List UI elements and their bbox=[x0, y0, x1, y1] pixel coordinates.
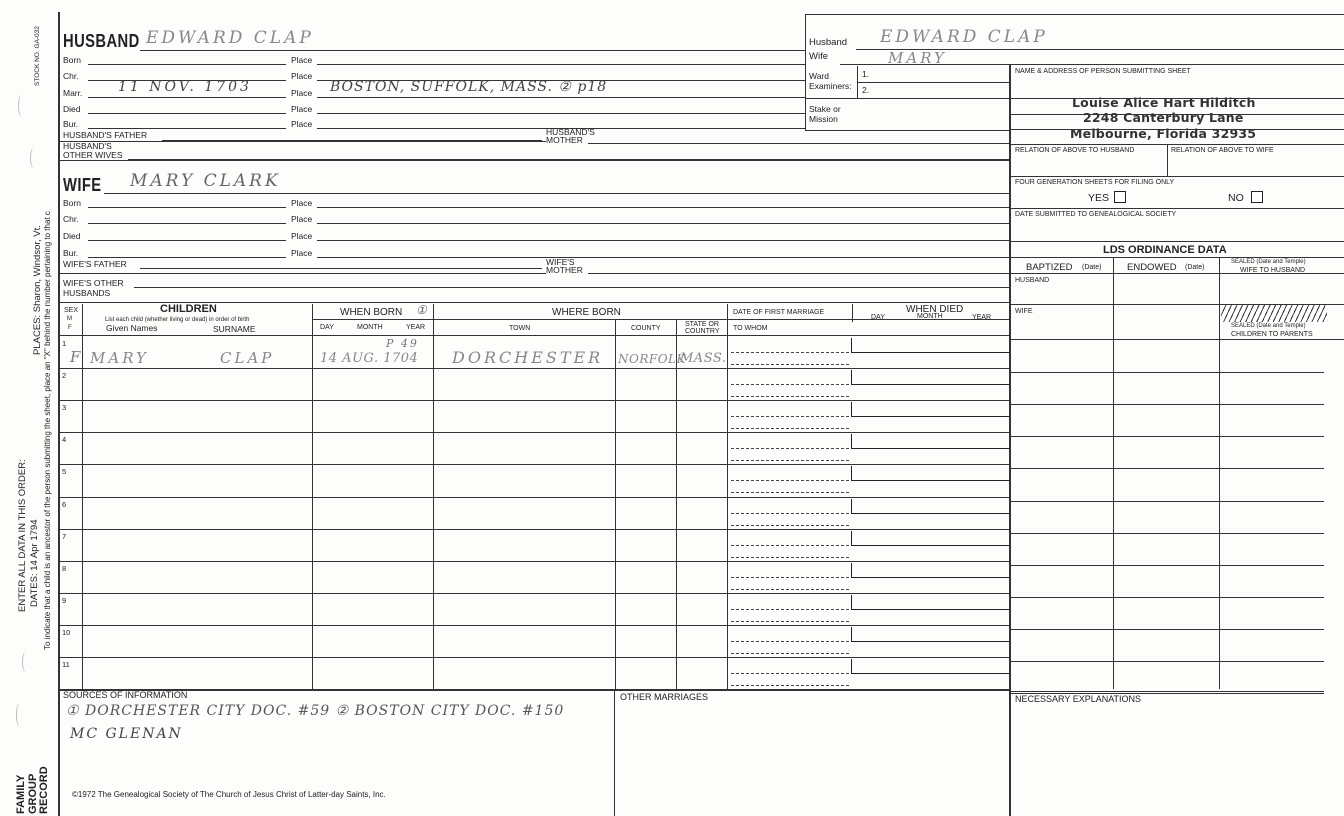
husband-marr-place-label: Place bbox=[291, 88, 313, 98]
lds-sealed-children-label-2: CHILDREN TO PARENTS bbox=[1231, 331, 1313, 338]
hdr-born-month: MONTH bbox=[357, 324, 383, 331]
hdr-state-1: STATE OR bbox=[685, 321, 719, 328]
child-spouse-line bbox=[731, 653, 849, 654]
wife-died-place-line bbox=[317, 240, 1009, 241]
husband-father-rule bbox=[60, 141, 546, 142]
lds-row-line bbox=[1011, 436, 1324, 437]
husband-name-line bbox=[140, 50, 805, 51]
wife-bur-place-label: Place bbox=[291, 248, 313, 258]
husband-other-wives-label-1: HUSBAND'S bbox=[63, 141, 112, 151]
lds-baptized-date-label: (Date) bbox=[1082, 264, 1102, 271]
rt-examiner-2: 2. bbox=[862, 85, 870, 95]
lds-row-line bbox=[1011, 404, 1324, 405]
sources-line-1: ① DORCHESTER CITY DOC. #59 ② BOSTON CITY DOC. #150 bbox=[66, 703, 565, 719]
husband-other-wives-label-2: OTHER WIVES bbox=[63, 150, 123, 160]
lds-wife-row-label: WIFE bbox=[1015, 308, 1033, 315]
husband-marr-label: Marr. bbox=[63, 88, 83, 98]
child-died-date-bracket bbox=[851, 659, 1010, 674]
enter-order-note: ENTER ALL DATA IN THIS ORDER: bbox=[17, 459, 28, 612]
wife-name-line bbox=[104, 193, 1009, 194]
child-marriage-date-line bbox=[731, 448, 849, 449]
child-row-line bbox=[60, 529, 1009, 530]
child-died-date-bracket bbox=[851, 595, 1010, 610]
child-row-line bbox=[60, 400, 1009, 401]
submitter-street-stamp: 2248 Canterbury Lane bbox=[1083, 110, 1244, 125]
child-died-date-bracket bbox=[851, 499, 1010, 514]
child-row-line bbox=[60, 497, 1009, 498]
husband-marr-date-value: 11 NOV. 1703 bbox=[118, 79, 252, 95]
child-row-number: 1 bbox=[62, 339, 67, 348]
rt-wife-name-value: MARY bbox=[888, 49, 947, 67]
lds-row-line bbox=[1011, 629, 1324, 630]
wife-father-label: WIFE'S FATHER bbox=[63, 259, 127, 269]
lds-row-line bbox=[1011, 565, 1324, 566]
punch-hole-mark bbox=[22, 652, 29, 672]
lds-endowed-label: ENDOWED bbox=[1127, 262, 1177, 273]
child-spouse-line bbox=[731, 589, 849, 590]
wife-born-place-line bbox=[317, 207, 1009, 208]
hdr-state-2: COUNTRY bbox=[685, 328, 720, 335]
hdr-when-born-rule bbox=[312, 319, 433, 320]
husband-born-date-line bbox=[88, 64, 286, 65]
lds-hatched-cell bbox=[1221, 305, 1327, 322]
child-1-surname-value: CLAP bbox=[220, 349, 275, 367]
husband-died-place-line bbox=[317, 113, 805, 114]
lds-endowed-date-label: (Date) bbox=[1185, 264, 1205, 271]
child-died-date-bracket bbox=[851, 627, 1010, 642]
child-marriage-date-line bbox=[731, 352, 849, 353]
husband-mother-label-2: MOTHER bbox=[546, 135, 583, 145]
child-row-line bbox=[60, 625, 1009, 626]
col-town-right bbox=[615, 319, 616, 689]
copyright-notice: ©1972 The Genealogical Society of The Church of Jesus Christ of Latter-day Saints, Inc. bbox=[72, 790, 386, 799]
child-died-date-bracket bbox=[851, 563, 1010, 578]
hdr-town: TOWN bbox=[509, 325, 531, 332]
lds-row-line bbox=[1011, 501, 1324, 502]
hdr-died-month: MONTH bbox=[917, 313, 943, 320]
wife-heading: WIFE bbox=[63, 175, 102, 195]
hdr-children: CHILDREN bbox=[160, 303, 217, 315]
necessary-explanations-label: NECESSARY EXPLANATIONS bbox=[1015, 694, 1142, 704]
rt-ward-label: Ward bbox=[809, 71, 829, 81]
wife-other-husbands-line bbox=[134, 287, 1009, 288]
wife-chr-label: Chr. bbox=[63, 214, 79, 224]
four-gen-no-label: NO bbox=[1228, 192, 1244, 204]
child-died-date-bracket bbox=[851, 370, 1010, 385]
lds-title-bottom bbox=[1011, 257, 1344, 258]
child-1-county-value: NORFOLK bbox=[618, 352, 686, 366]
hdr-first-marriage: DATE OF FIRST MARRIAGE bbox=[733, 309, 825, 316]
child-died-date-bracket bbox=[851, 402, 1010, 417]
rt-wife-label: Wife bbox=[809, 51, 828, 62]
wife-died-date-line bbox=[88, 240, 286, 241]
child-died-date-bracket bbox=[851, 466, 1010, 481]
husband-chr-label: Chr. bbox=[63, 71, 79, 81]
hdr-given-names: Given Names bbox=[106, 323, 158, 333]
rt-examiners-label: Examiners: bbox=[809, 81, 852, 91]
child-row-number: 2 bbox=[62, 371, 67, 381]
child-row-line bbox=[60, 464, 1009, 465]
rt-mission-label: Mission bbox=[809, 114, 838, 124]
husband-bur-label: Bur. bbox=[63, 119, 79, 129]
child-marriage-date-line bbox=[731, 384, 849, 385]
lds-row-line bbox=[1011, 468, 1324, 469]
hdr-surname: SURNAME bbox=[213, 324, 256, 334]
child-row-number: 9 bbox=[62, 595, 67, 605]
husband-name-value: EDWARD CLAP bbox=[146, 28, 314, 48]
sources-label: SOURCES OF INFORMATION bbox=[63, 690, 188, 700]
relation-husband-label: RELATION OF ABOVE TO HUSBAND bbox=[1015, 147, 1135, 154]
lds-col-divider-1 bbox=[1113, 257, 1114, 689]
lds-row-line bbox=[1011, 533, 1324, 534]
child-marriage-date-line bbox=[731, 641, 849, 642]
child-row-number: 7 bbox=[62, 531, 67, 541]
child-row-line bbox=[60, 432, 1009, 433]
hdr-sex-m: M bbox=[67, 316, 72, 322]
husband-father-label: HUSBAND'S FATHER bbox=[63, 130, 148, 140]
wife-bur-date-line bbox=[88, 257, 286, 258]
husband-bur-place-label: Place bbox=[291, 119, 313, 129]
husband-died-place-label: Place bbox=[291, 104, 313, 114]
husband-marr-date-line bbox=[88, 97, 286, 98]
rt-husband-name-value: EDWARD CLAP bbox=[880, 27, 1048, 47]
child-died-date-bracket bbox=[851, 434, 1010, 449]
husband-born-label: Born bbox=[63, 55, 81, 65]
child-marriage-date-line bbox=[731, 513, 849, 514]
hdr-born-year: YEAR bbox=[406, 324, 426, 331]
rt-husband-label: Husband bbox=[809, 37, 848, 48]
lds-row-line bbox=[1011, 597, 1324, 598]
four-gen-bottom bbox=[1011, 208, 1344, 209]
rt-stake-label: Stake or bbox=[809, 104, 841, 114]
hdr-born-day: DAY bbox=[320, 324, 334, 331]
wife-mother-line bbox=[588, 273, 1009, 274]
lds-sealed-wife-label-1: SEALED (Date and Temple) bbox=[1231, 259, 1306, 265]
child-spouse-line bbox=[731, 685, 849, 686]
rt-wife-line bbox=[840, 64, 1344, 65]
wife-chr-place-label: Place bbox=[291, 214, 313, 224]
child-row-number: 4 bbox=[62, 435, 67, 445]
wife-bur-place-line bbox=[317, 257, 1009, 258]
wife-father-line bbox=[140, 268, 542, 269]
punch-hole-mark bbox=[18, 95, 25, 117]
child-row-number: 5 bbox=[62, 467, 67, 477]
hdr-where-born: WHERE BORN bbox=[552, 307, 621, 318]
hdr-died-day: DAY bbox=[871, 314, 885, 321]
relation-divider bbox=[1167, 144, 1168, 176]
bottom-right-top bbox=[1011, 691, 1324, 692]
lds-row-line bbox=[1011, 661, 1324, 662]
child-row-line bbox=[60, 593, 1009, 594]
wife-father-rule bbox=[60, 273, 546, 274]
lds-row-line bbox=[1011, 372, 1324, 373]
wife-chr-date-line bbox=[88, 223, 286, 224]
child-marriage-date-line bbox=[731, 609, 849, 610]
form-title-3: RECORD bbox=[38, 766, 51, 814]
husband-heading: HUSBAND bbox=[63, 31, 140, 51]
husband-born-place-line bbox=[317, 64, 805, 65]
relation-wife-label: RELATION OF ABOVE TO WIFE bbox=[1171, 147, 1274, 154]
lds-husband-row-label: HUSBAND bbox=[1015, 277, 1050, 284]
wife-died-label: Died bbox=[63, 231, 81, 241]
hdr-when-born: WHEN BORN bbox=[340, 307, 403, 318]
lds-header-row-bottom bbox=[1011, 339, 1344, 340]
form-title-1: FAMILY bbox=[15, 774, 27, 814]
wife-chr-place-line bbox=[317, 223, 1009, 224]
child-row-line bbox=[60, 368, 1009, 369]
stock-number: STOCK NO. GA-032 bbox=[34, 26, 41, 86]
rt-examiner-1-line bbox=[857, 82, 1009, 83]
hdr-when-died: WHEN DIED bbox=[906, 304, 964, 315]
lds-baptized-label: BAPTIZED bbox=[1026, 262, 1073, 273]
hdr-marriage-rule bbox=[727, 319, 1009, 320]
wife-mother-label-2: MOTHER bbox=[546, 265, 583, 275]
child-row-number: 8 bbox=[62, 563, 67, 573]
lds-col-divider-2 bbox=[1219, 257, 1220, 689]
col-county-right bbox=[676, 319, 677, 689]
four-gen-yes-label: YES bbox=[1088, 192, 1110, 204]
child-1-state-value: MASS. bbox=[680, 351, 727, 366]
child-died-date-bracket bbox=[851, 338, 1010, 353]
form-left-border bbox=[58, 12, 60, 816]
rt-stake-bottom bbox=[805, 130, 1009, 131]
rt-examiner-1: 1. bbox=[862, 69, 870, 79]
husband-marr-place-line bbox=[317, 97, 805, 98]
wife-mother-label-1: WIFE'S bbox=[546, 257, 575, 267]
hdr-sex: SEX bbox=[64, 307, 79, 314]
husband-died-label: Died bbox=[63, 104, 81, 114]
form-title-2: GROUP bbox=[26, 773, 39, 814]
child-spouse-line bbox=[731, 525, 849, 526]
child-marriage-date-line bbox=[731, 673, 849, 674]
child-marriage-date-line bbox=[731, 577, 849, 578]
wife-name-value: MARY CLARK bbox=[130, 171, 281, 191]
bottom-section-top bbox=[60, 689, 1009, 691]
wife-other-husbands-label-1: WIFE'S OTHER bbox=[63, 278, 124, 288]
child-row-line bbox=[60, 561, 1009, 562]
child-died-date-bracket bbox=[851, 531, 1010, 546]
child-row-number: 6 bbox=[62, 499, 67, 509]
child-row-number: 3 bbox=[62, 403, 67, 413]
husband-died-date-line bbox=[88, 113, 286, 114]
hdr-list-note: List each child (whether living or dead) in order of birth bbox=[105, 317, 250, 323]
children-header-bottom bbox=[60, 335, 1009, 336]
places-note: PLACES: Sharon, Windsor, Vt. bbox=[32, 225, 43, 355]
child-spouse-line bbox=[731, 364, 849, 365]
child-1-born-annotation: P 49 bbox=[386, 337, 419, 350]
child-1-town-value: DORCHESTER bbox=[452, 348, 604, 367]
hdr-where-born-rule bbox=[433, 319, 727, 320]
child-spouse-line bbox=[731, 460, 849, 461]
child-ancestor-instruction: To indicate that a child is an ancestor of the person submitting the sheet, place an "X" behind the number pertaining to that c bbox=[43, 211, 52, 650]
hdr-died-year: YEAR bbox=[972, 314, 992, 321]
rt-examiners-bottom bbox=[805, 98, 1009, 99]
husband-mother-label-1: HUSBAND'S bbox=[546, 127, 595, 137]
child-marriage-date-line bbox=[731, 480, 849, 481]
punch-hole-mark bbox=[30, 148, 37, 168]
submitter-label: NAME & ADDRESS OF PERSON SUBMITTING SHEET bbox=[1015, 68, 1191, 75]
wife-died-place-label: Place bbox=[291, 231, 313, 241]
child-spouse-line bbox=[731, 492, 849, 493]
husband-marr-place-value: BOSTON, SUFFOLK, MASS. ② p18 bbox=[330, 79, 608, 95]
husband-chr-place-label: Place bbox=[291, 71, 313, 81]
lds-sealed-wife-label-2: WIFE TO HUSBAND bbox=[1240, 267, 1306, 274]
four-gen-yes-checkbox[interactable] bbox=[1114, 191, 1126, 203]
wife-born-date-line bbox=[88, 207, 286, 208]
child-spouse-line bbox=[731, 428, 849, 429]
date-submitted-bottom bbox=[1011, 241, 1344, 242]
child-1-given-value: MARY bbox=[90, 349, 149, 367]
child-1-sex-value: F bbox=[70, 348, 84, 366]
wife-born-label: Born bbox=[63, 198, 81, 208]
husband-born-place-label: Place bbox=[291, 55, 313, 65]
submitter-box-bottom bbox=[1011, 144, 1344, 145]
child-1-born-value: 14 AUG. 1704 bbox=[320, 351, 419, 366]
four-gen-no-checkbox[interactable] bbox=[1251, 191, 1263, 203]
child-spouse-line bbox=[731, 621, 849, 622]
form-title bbox=[16, 766, 51, 814]
submitter-name-stamp: Louise Alice Hart Hilditch bbox=[1072, 95, 1256, 110]
child-marriage-date-line bbox=[731, 416, 849, 417]
top-rule bbox=[805, 14, 1344, 15]
sources-line-2: MC GLENAN bbox=[70, 726, 183, 742]
hdr-sex-f: F bbox=[68, 325, 72, 331]
hdr-county: COUNTY bbox=[631, 325, 661, 332]
child-row-line bbox=[60, 657, 1009, 658]
lds-sealed-children-label-1: SEALED (Date and Temple) bbox=[1231, 323, 1306, 329]
child-row-number: 10 bbox=[62, 627, 71, 637]
husband-section-bottom bbox=[60, 160, 1009, 161]
child-spouse-line bbox=[731, 557, 849, 558]
husband-bur-date-line bbox=[88, 128, 286, 129]
wife-bur-label: Bur. bbox=[63, 248, 79, 258]
relation-bottom bbox=[1011, 176, 1344, 177]
date-submitted-label: DATE SUBMITTED TO GENEALOGICAL SOCIETY bbox=[1015, 211, 1177, 218]
wife-born-place-label: Place bbox=[291, 198, 313, 208]
wife-other-husbands-label-2: HUSBANDS bbox=[63, 288, 111, 298]
child-spouse-line bbox=[731, 396, 849, 397]
dates-note: DATES: 14 Apr 1794 bbox=[29, 519, 40, 607]
child-marriage-date-line bbox=[731, 545, 849, 546]
punch-hole-mark bbox=[16, 703, 23, 727]
child-row-number: 11 bbox=[62, 660, 70, 669]
lds-title: LDS ORDINANCE DATA bbox=[1103, 244, 1227, 256]
four-gen-label: FOUR GENERATION SHEETS FOR FILING ONLY bbox=[1015, 179, 1175, 186]
lds-header-bottom bbox=[1011, 273, 1344, 274]
hdr-when-born-annotation: ① bbox=[416, 303, 427, 317]
other-marriages-label: OTHER MARRIAGES bbox=[620, 692, 709, 702]
hdr-to-whom: TO WHOM bbox=[733, 325, 768, 332]
submitter-city-stamp: Melbourne, Florida 32935 bbox=[1070, 126, 1257, 141]
other-marriages-divider bbox=[614, 689, 615, 816]
husband-right-border bbox=[805, 14, 806, 130]
husband-mother-line bbox=[588, 143, 1009, 144]
